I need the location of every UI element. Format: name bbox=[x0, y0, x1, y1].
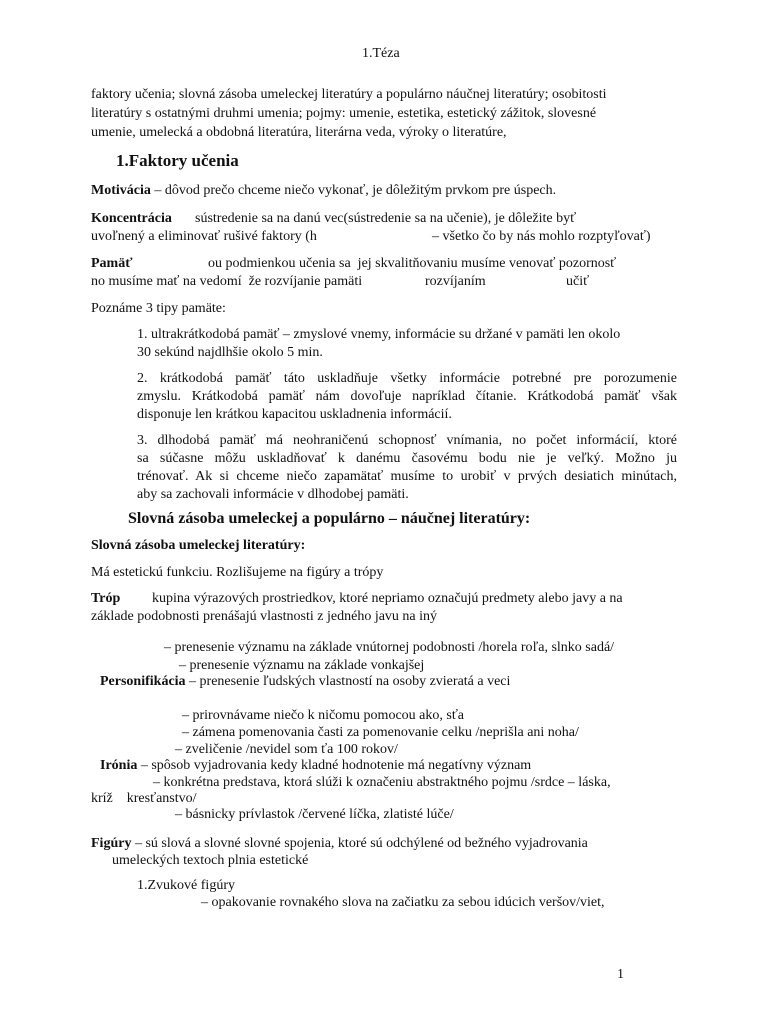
definition-pamat: no musíme mať na vedomí že rozvíjanie pamäti bbox=[91, 274, 363, 289]
term-trop: Tróp bbox=[91, 591, 121, 606]
definition-motivacia: – dôvod prečo chceme niečo vykonať, je dôležitým prvkom pre úspech. bbox=[150, 183, 557, 198]
definition-trop: kupina výrazových prostriedkov, ktoré nepriamo označujú predmety alebo javy a na bbox=[152, 591, 623, 606]
paragraph-figury bbox=[91, 835, 588, 852]
intro-line: faktory učenia; slovná zásoba umeleckej literatúry a populárno náučnej literatúry; osobitosti bbox=[91, 87, 607, 102]
trop-item: kríž kresťanstvo/ bbox=[91, 791, 197, 806]
trop-item: – prenesenie významu na základe vnútornej podobnosti /horela roľa, slnko sadá/ bbox=[164, 640, 615, 655]
page-header-title: 1.Téza bbox=[362, 46, 400, 61]
subheading-umelecka: Slovná zásoba umeleckej literatúry: bbox=[91, 538, 306, 553]
memory-type-item: zmyslu. Krátkodobá pamäť nám dovoľuje napríklad čítanie. Krátkodobá pamäť však bbox=[137, 389, 677, 404]
definition-personifikacia: – prenesenie ľudských vlastností na osoby zvieratá a veci bbox=[185, 674, 511, 689]
memory-type-item: aby sa zachovali informácie v dlhodobej pamäti. bbox=[137, 487, 409, 502]
definition-trop: základe podobnosti prenášajú vlastnosti z jedného javu na iný bbox=[91, 609, 438, 624]
intro-line: literatúry s ostatnými druhmi umenia; pojmy: umenie, estetika, estetický zážitok, slovesné bbox=[91, 106, 597, 121]
trop-item-personifikacia bbox=[100, 673, 510, 690]
definition-pamat: ou podmienkou učenia sa jej skvalitňovaniu musíme venovať pozornosť bbox=[208, 256, 617, 271]
definition-ironia: – spôsob vyjadrovania kedy kladné hodnotenie má negatívny význam bbox=[137, 758, 532, 773]
section-heading-faktory: 1.Faktory učenia bbox=[116, 151, 239, 170]
definition-figury: umeleckých textoch plnia estetické bbox=[112, 853, 309, 868]
memory-type-item: sa súčasne môžu uskladňovať k danému časovému bodu nie je veľký. Možno ju bbox=[137, 451, 677, 466]
trop-item: – konkrétna predstava, ktorá slúži k označeniu abstraktného pojmu /srdce – láska, bbox=[153, 775, 611, 790]
memory-type-item: 1. ultrakrátkodobá pamäť – zmyslové vnemy, informácie su držané v pamäti len okolo bbox=[137, 327, 621, 342]
lead-text: Má estetickú funkciu. Rozlišujeme na figúry a trópy bbox=[91, 565, 384, 580]
memory-type-item: trénovať. Ak si chceme niečo zapamätať musíme to urobiť v prvých desiatich minútach, bbox=[137, 469, 677, 484]
definition-koncentracia: sústredenie sa na danú vec(sústredenie sa na učenie), je dôležite byť bbox=[195, 211, 577, 226]
term-pamat: Pamäť bbox=[91, 256, 133, 271]
trop-item: – prenesenie významu na základe vonkajšej bbox=[179, 658, 425, 673]
figury-item: 1.Zvukové figúry bbox=[137, 878, 235, 893]
term-personifikacia: Personifikácia bbox=[100, 674, 186, 689]
definition-figury: – sú slová a slovné slovné spojenia, ktoré sú odchýlené od bežného vyjadrovania bbox=[131, 836, 588, 851]
term-koncentracia: Koncentrácia bbox=[91, 211, 172, 226]
page-number: 1 bbox=[617, 967, 624, 982]
definition-koncentracia: uvoľnený a eliminovať rušivé faktory (h bbox=[91, 229, 317, 244]
paragraph-motivacia bbox=[91, 182, 556, 199]
trop-item: – zveličenie /nevidel som ťa 100 rokov/ bbox=[175, 742, 398, 757]
term-motivacia: Motivácia bbox=[91, 183, 151, 198]
definition-pamat: rozvíjaním bbox=[425, 274, 486, 289]
trop-item: – zámena pomenovania časti za pomenovanie celku /neprišla ani noha/ bbox=[182, 725, 579, 740]
memory-type-item: 30 sekúnd najdlhšie okolo 5 min. bbox=[137, 345, 323, 360]
trop-item-ironia bbox=[100, 757, 531, 774]
memory-type-item: 2. krátkodobá pamäť táto uskladňuje všetky informácie potrebné pre porozumenie bbox=[137, 371, 677, 386]
intro-line: umenie, umelecká a obdobná literatúra, literárna veda, výroky o literatúre, bbox=[91, 125, 507, 140]
trop-item: – prirovnávame niečo k ničomu pomocou ako, sťa bbox=[182, 708, 465, 723]
figury-item: – opakovanie rovnakého slova na začiatku za sebou idúcich veršov/viet, bbox=[201, 895, 605, 910]
term-figury: Figúry bbox=[91, 836, 132, 851]
definition-pamat: učiť bbox=[566, 274, 590, 289]
memory-type-item: disponuje len krátkou kapacitou uskladnenia informácií. bbox=[137, 407, 452, 422]
trop-item: – básnicky prívlastok /červené líčka, zlatisté lúče/ bbox=[175, 807, 454, 822]
section-heading-slovna-zasoba: Slovná zásoba umeleckej a populárno – náučnej literatúry: bbox=[128, 510, 531, 527]
term-ironia: Irónia bbox=[100, 758, 138, 773]
memory-types-intro: Poznáme 3 tipy pamäte: bbox=[91, 301, 226, 316]
memory-type-item: 3. dlhodobá pamäť má neohraničenú schopnosť vnímania, no počet informácií, ktoré bbox=[137, 433, 677, 448]
definition-koncentracia: – všetko čo by nás mohlo rozptyľovať) bbox=[432, 229, 651, 244]
